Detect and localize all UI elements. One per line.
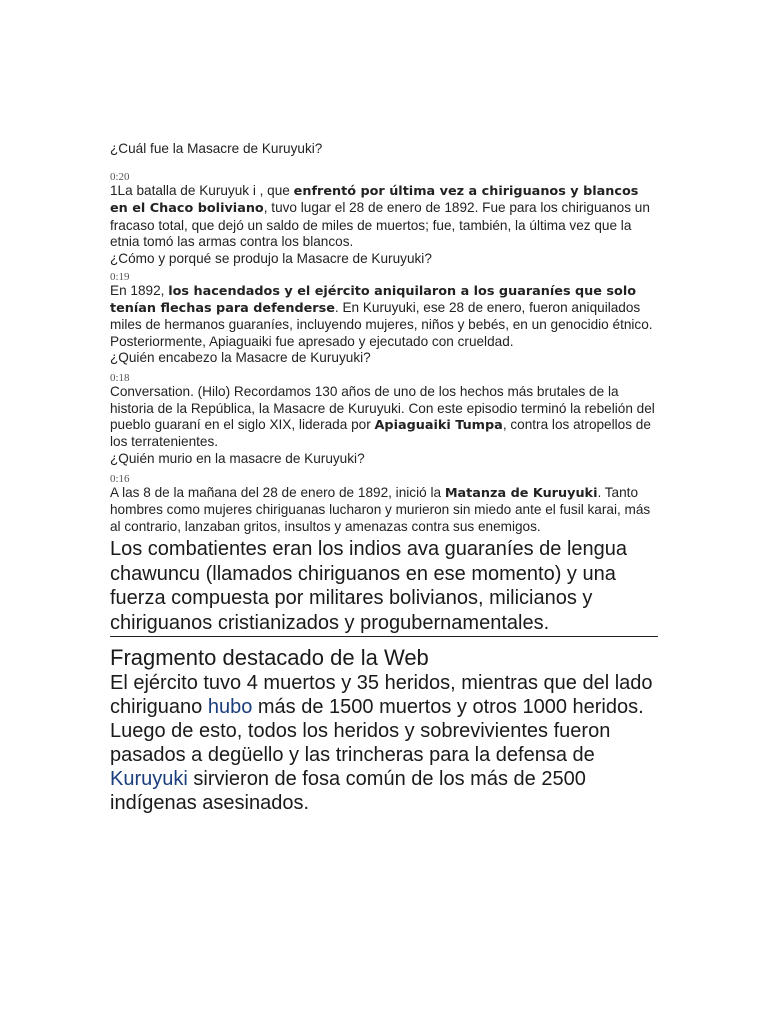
question-4: ¿Quién murio en la masacre de Kuruyuki?: [110, 450, 365, 466]
question-2: ¿Cómo y porqué se produjo la Masacre de Kuruyuki?: [110, 250, 432, 266]
answer-2-text-end: . En Kuruyuki, ese 28 de enero, fueron aniquilados miles de hermanos guaraníes, incluyendo mujeres, niños y bebés, en un genocidio étnico. Posteriormente, Apiaguaiki fue apresado y ejecutado con crueldad.: [110, 300, 653, 349]
answer-2: [110, 283, 658, 351]
answer-2-text: En 1892,: [110, 282, 169, 298]
timestamp-3: 0:18: [110, 372, 130, 385]
answer-1-text-end: , tuvo lugar el 28 de enero de 1892. Fue para los chiriguanos un fracaso total, que dejó un saldo de miles de muertos; fue, también, la última vez que la etnia tomó las armas contra los blancos.: [110, 200, 650, 250]
web-fragment-text-1: El ejército tuvo 4 muertos y 35 heridos, mientras que del lado chiriguano: [110, 672, 653, 719]
answer-3-text: Conversation. (Hilo) Recordamos 130 años de uno de los hechos más brutales de la historia de la República, la Masacre de Kuruyuki. Con este episodio terminó la rebelión del pueblo guaraní en el siglo XIX, liderada por: [110, 384, 655, 433]
web-fragment-title: Fragmento destacado de la Web: [110, 645, 429, 671]
timestamp-4: 0:16: [110, 472, 130, 485]
web-fragment-text-2: más de 1500 muertos y otros 1000 heridos. Luego de esto, todos los heridos y sobrevivientes fueron pasados a degüello y las trincheras para la defensa de: [110, 696, 644, 767]
question-1: ¿Cuál fue la Masacre de Kuruyuki?: [110, 141, 323, 156]
answer-1-text: 1La batalla de Kuruyuk i , que: [110, 183, 294, 198]
answer-2-bold: los hacendados y el ejército aniquilaron a los guaraníes que solo tenían flechas para defenderse: [110, 283, 637, 317]
answer-4-text: A las 8 de la mañana del 28 de enero de 1892, inició la: [110, 484, 445, 500]
answer-3: [110, 384, 658, 451]
answer-4-text-end: . Tanto hombres como mujeres chiriguanas lucharon y murieron sin miedo ante el fusil karai, más al contrario, lanzaban gritos, insultos y amenazas contra sus enemigos.: [110, 484, 651, 534]
featured-answer: Los combatientes eran los indios ava guaraníes de lengua chawuncu (llamados chiriguanos en ese momento) y una fuerza compuesta por militares bolivianos, milicianos y chiriguanos cristianizados y progubernamentales.: [110, 537, 658, 637]
web-fragment-text-3: sirvieron de fosa común de los más de 2500 indígenas asesinados.: [110, 768, 586, 815]
timestamp-2: 0:19: [110, 270, 130, 283]
hubo-link[interactable]: hubo: [207, 696, 253, 719]
answer-3-bold: Apiaguaiki Tumpa: [374, 418, 503, 434]
answer-1-bold: enfrentó por última vez a chiriguanos y blancos en el Chaco boliviano: [110, 184, 639, 217]
answer-3-text-end: , contra los atropellos de los terratenientes.: [110, 417, 651, 450]
web-fragment-body: [110, 671, 658, 815]
answer-1: [110, 183, 658, 251]
answer-4-bold: Matanza de Kuruyuki: [444, 485, 598, 501]
kuruyuki-link[interactable]: Kuruyuki: [110, 768, 188, 791]
timestamp-1: 0:20: [110, 171, 130, 183]
document-page: [110, 141, 658, 815]
question-3: ¿Quién encabezo la Masacre de Kuruyuki?: [110, 350, 371, 366]
answer-4: [110, 485, 658, 535]
